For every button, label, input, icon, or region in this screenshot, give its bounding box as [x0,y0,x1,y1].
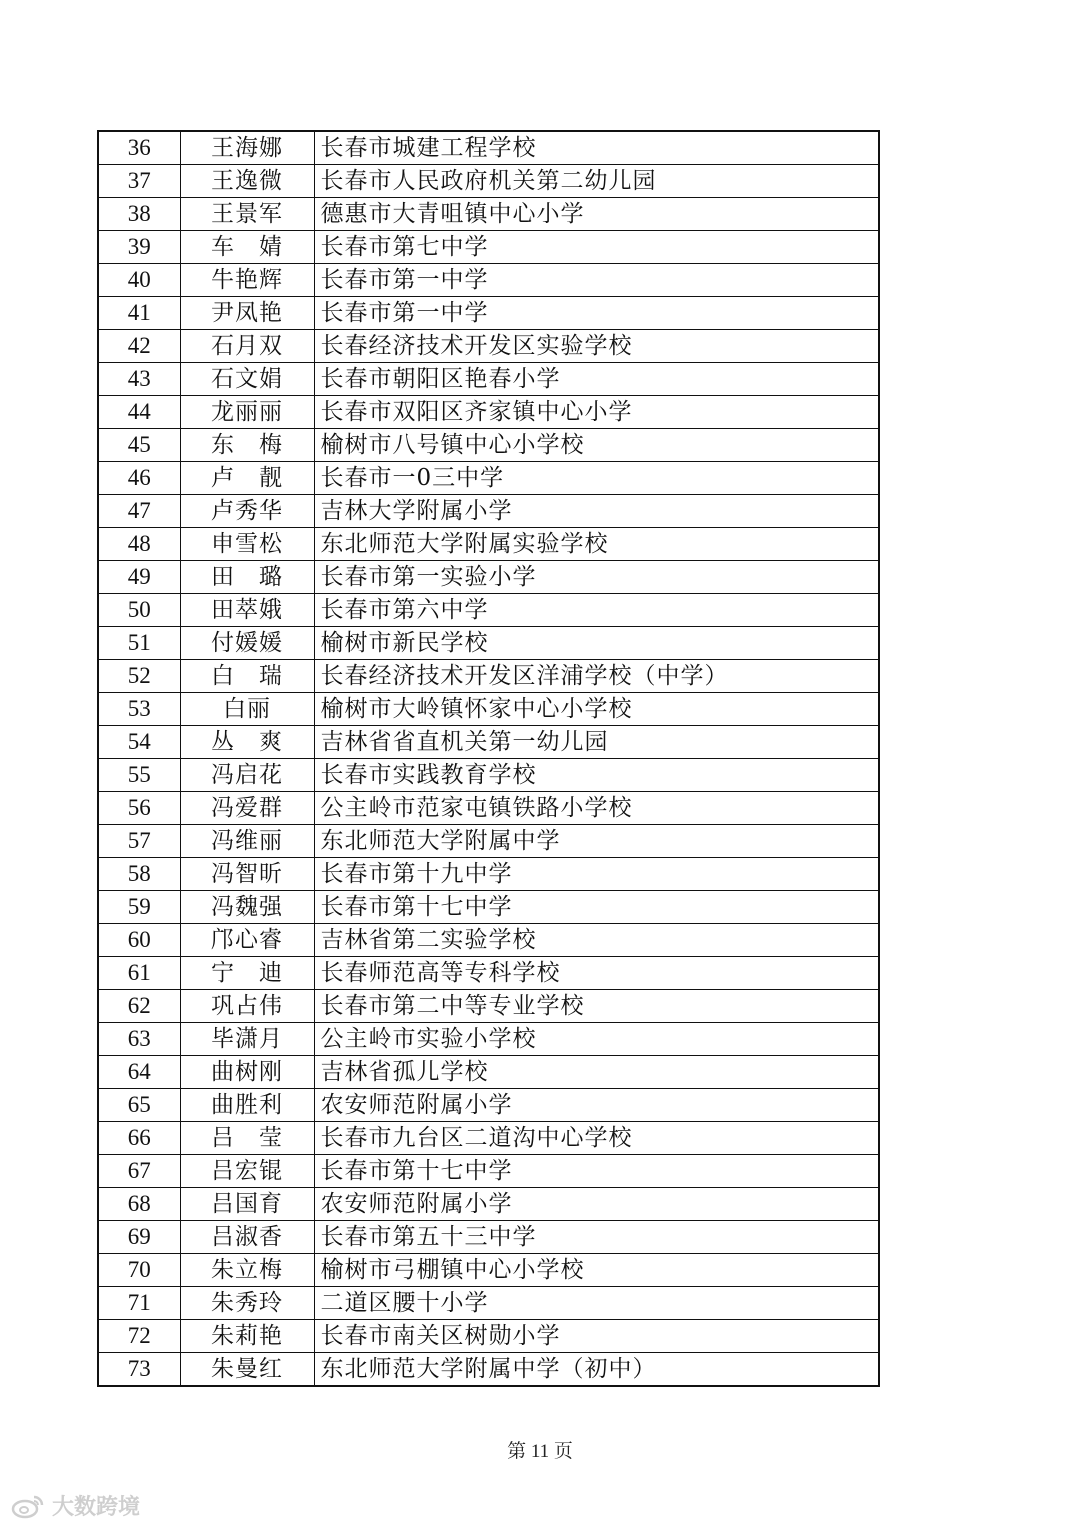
row-number: 70 [98,1254,180,1287]
table-row [98,693,879,726]
person-name: 牛艳辉 [180,264,314,297]
person-name: 王逸微 [180,165,314,198]
table-row [98,429,879,462]
table-row [98,1023,879,1056]
table-row [98,1089,879,1122]
row-number: 40 [98,264,180,297]
row-number: 56 [98,792,180,825]
school-name: 公主岭市范家屯镇铁路小学校 [314,792,879,825]
school-name: 长春市第十七中学 [314,891,879,924]
table-row [98,264,879,297]
school-name: 长春市第一中学 [314,264,879,297]
person-name: 王海娜 [180,131,314,165]
row-number: 65 [98,1089,180,1122]
person-name: 白 瑞 [180,660,314,693]
row-number: 63 [98,1023,180,1056]
row-number: 45 [98,429,180,462]
row-number: 50 [98,594,180,627]
table-row [98,561,879,594]
row-number: 73 [98,1353,180,1387]
school-name: 榆树市八号镇中心小学校 [314,429,879,462]
row-number: 71 [98,1287,180,1320]
school-name: 吉林省第二实验学校 [314,924,879,957]
school-name: 长春市实践教育学校 [314,759,879,792]
roster-table [97,130,880,1387]
table-row [98,495,879,528]
table-row [98,1287,879,1320]
row-number: 59 [98,891,180,924]
school-name: 长春经济技术开发区洋浦学校（中学） [314,660,879,693]
school-name: 长春市城建工程学校 [314,131,879,165]
row-number: 68 [98,1188,180,1221]
school-name: 吉林省省直机关第一幼儿园 [314,726,879,759]
row-number: 42 [98,330,180,363]
row-number: 55 [98,759,180,792]
row-number: 62 [98,990,180,1023]
person-name: 田 璐 [180,561,314,594]
person-name: 宁 迪 [180,957,314,990]
page-number: 第 11 页 [507,1441,573,1462]
table-row [98,1254,879,1287]
person-name: 卢秀华 [180,495,314,528]
person-name: 朱曼红 [180,1353,314,1387]
row-number: 58 [98,858,180,891]
school-name: 长春市双阳区齐家镇中心小学 [314,396,879,429]
school-name: 二道区腰十小学 [314,1287,879,1320]
table-row [98,957,879,990]
table-row [98,759,879,792]
school-name: 长春市第一实验小学 [314,561,879,594]
table-row [98,462,879,495]
school-name: 长春师范高等专科学校 [314,957,879,990]
row-number: 47 [98,495,180,528]
table-row [98,990,879,1023]
person-name: 邝心睿 [180,924,314,957]
school-name: 长春市第十九中学 [314,858,879,891]
person-name: 朱秀玲 [180,1287,314,1320]
table-row [98,594,879,627]
person-name: 吕淑香 [180,1221,314,1254]
school-name: 东北师范大学附属实验学校 [314,528,879,561]
table-row [98,1221,879,1254]
person-name: 龙丽丽 [180,396,314,429]
school-name: 榆树市大岭镇怀家中心小学校 [314,693,879,726]
row-number: 72 [98,1320,180,1353]
school-name: 长春市第五十三中学 [314,1221,879,1254]
person-name: 吕国育 [180,1188,314,1221]
row-number: 36 [98,131,180,165]
row-number: 49 [98,561,180,594]
person-name: 曲胜利 [180,1089,314,1122]
row-number: 43 [98,363,180,396]
table-row [98,726,879,759]
school-name: 长春市第六中学 [314,594,879,627]
person-name: 吕 莹 [180,1122,314,1155]
person-name: 冯启花 [180,759,314,792]
table-row [98,363,879,396]
school-name: 农安师范附属小学 [314,1188,879,1221]
school-name: 农安师范附属小学 [314,1089,879,1122]
row-number: 38 [98,198,180,231]
person-name: 冯智昕 [180,858,314,891]
table-row [98,1122,879,1155]
watermark-text: 大数跨境 [52,1495,141,1520]
row-number: 57 [98,825,180,858]
school-name: 长春市人民政府机关第二幼儿园 [314,165,879,198]
person-name: 丛 爽 [180,726,314,759]
table-row [98,528,879,561]
row-number: 39 [98,231,180,264]
table-row [98,297,879,330]
person-name: 王景军 [180,198,314,231]
table-row [98,1353,879,1387]
school-name: 东北师范大学附属中学 [314,825,879,858]
row-number: 46 [98,462,180,495]
person-name: 石月双 [180,330,314,363]
table-row [98,924,879,957]
person-name: 石文娟 [180,363,314,396]
row-number: 53 [98,693,180,726]
person-name: 吕宏锟 [180,1155,314,1188]
row-number: 41 [98,297,180,330]
table-row [98,891,879,924]
person-name: 毕潇月 [180,1023,314,1056]
person-name: 申雪松 [180,528,314,561]
person-name: 冯爱群 [180,792,314,825]
table-row [98,858,879,891]
school-name: 长春市一0三中学 [314,462,879,495]
row-number: 51 [98,627,180,660]
person-name: 付媛媛 [180,627,314,660]
school-name: 长春市南关区树勋小学 [314,1320,879,1353]
school-name: 长春经济技术开发区实验学校 [314,330,879,363]
person-name: 巩占伟 [180,990,314,1023]
row-number: 60 [98,924,180,957]
person-name: 东 梅 [180,429,314,462]
table-row [98,1155,879,1188]
weibo-icon [10,1493,46,1519]
person-name: 曲树刚 [180,1056,314,1089]
table-row [98,792,879,825]
school-name: 德惠市大青咀镇中心小学 [314,198,879,231]
table-row [98,131,879,165]
watermark [10,1490,140,1521]
table-row [98,165,879,198]
school-name: 吉林省孤儿学校 [314,1056,879,1089]
table-row [98,1188,879,1221]
school-name: 榆树市弓棚镇中心小学校 [314,1254,879,1287]
person-name: 朱立梅 [180,1254,314,1287]
table-row [98,660,879,693]
row-number: 66 [98,1122,180,1155]
school-name: 长春市朝阳区艳春小学 [314,363,879,396]
row-number: 48 [98,528,180,561]
row-number: 69 [98,1221,180,1254]
row-number: 52 [98,660,180,693]
school-name: 公主岭市实验小学校 [314,1023,879,1056]
row-number: 44 [98,396,180,429]
school-name: 吉林大学附属小学 [314,495,879,528]
person-name: 田萃娥 [180,594,314,627]
table-row [98,1056,879,1089]
table-row [98,396,879,429]
school-name: 长春市第七中学 [314,231,879,264]
table-row [98,1320,879,1353]
row-number: 37 [98,165,180,198]
row-number: 61 [98,957,180,990]
table-row [98,627,879,660]
person-name: 冯维丽 [180,825,314,858]
row-number: 54 [98,726,180,759]
table-row [98,330,879,363]
person-name: 尹凤艳 [180,297,314,330]
school-name: 长春市第二中等专业学校 [314,990,879,1023]
row-number: 64 [98,1056,180,1089]
person-name: 车 婧 [180,231,314,264]
table-row [98,231,879,264]
table-row [98,825,879,858]
row-number: 67 [98,1155,180,1188]
school-name: 东北师范大学附属中学（初中） [314,1353,879,1387]
school-name: 榆树市新民学校 [314,627,879,660]
table-row [98,198,879,231]
person-name: 冯魏强 [180,891,314,924]
school-name: 长春市第十七中学 [314,1155,879,1188]
school-name: 长春市第一中学 [314,297,879,330]
person-name: 朱莉艳 [180,1320,314,1353]
person-name: 卢 靓 [180,462,314,495]
roster-body [98,131,879,1386]
person-name: 白丽 [180,693,314,726]
school-name: 长春市九台区二道沟中心学校 [314,1122,879,1155]
